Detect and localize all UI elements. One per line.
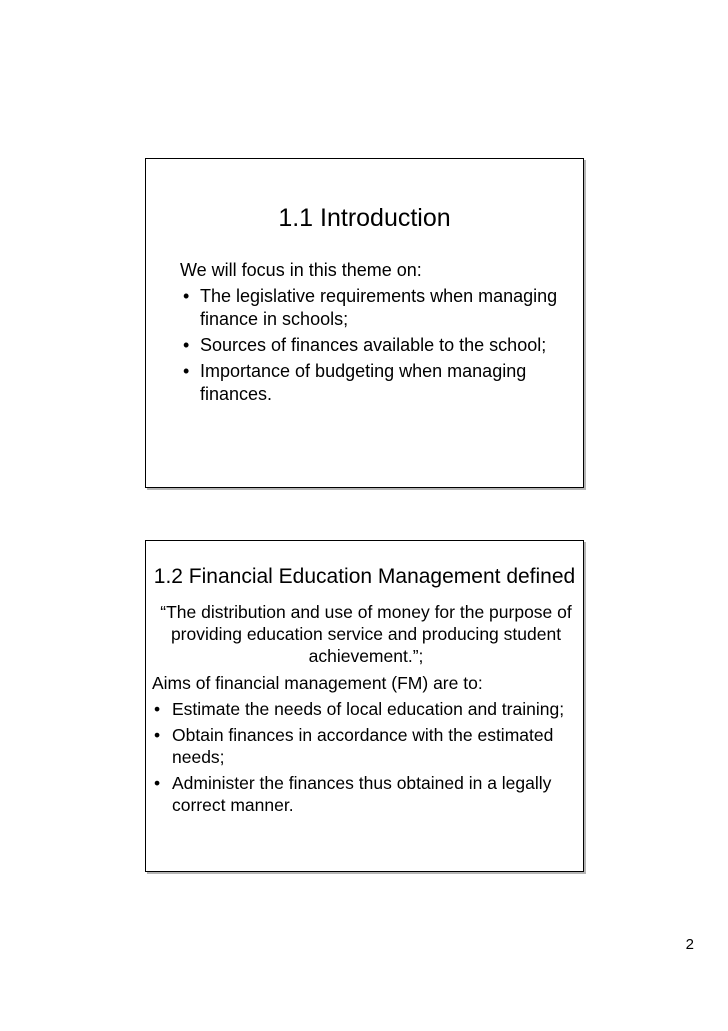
page-number: 2 <box>685 936 694 953</box>
bullet-list <box>152 698 580 816</box>
intro-lead-text: We will focus in this theme on: <box>180 260 422 280</box>
bullet-item: • Administer the finances thus obtained in a legally correct manner. <box>152 772 580 816</box>
slide-body <box>152 601 580 820</box>
bullet-list <box>180 285 570 406</box>
bullet-item: • Importance of budgeting when managing finances. <box>180 360 570 406</box>
slide-introduction <box>145 158 584 488</box>
bullet-item: • Obtain finances in accordance with the estimated needs; <box>152 724 580 768</box>
slide-title: 1.1 Introduction <box>278 204 451 232</box>
bullet-item: • Sources of finances available to the school; <box>180 334 570 357</box>
definition-quote: “The distribution and use of money for the purpose of providing education service and producing student achievement.”; <box>160 602 572 666</box>
aims-heading: Aims of financial management (FM) are to: <box>152 673 483 693</box>
bullet-item: • Estimate the needs of local education and training; <box>152 698 580 720</box>
slide-body <box>180 259 570 409</box>
slide-financial-management-defined <box>145 540 584 872</box>
bullet-item: • The legislative requirements when managing finance in schools; <box>180 285 570 331</box>
slide-title: 1.2 Financial Education Management defined <box>153 565 576 588</box>
